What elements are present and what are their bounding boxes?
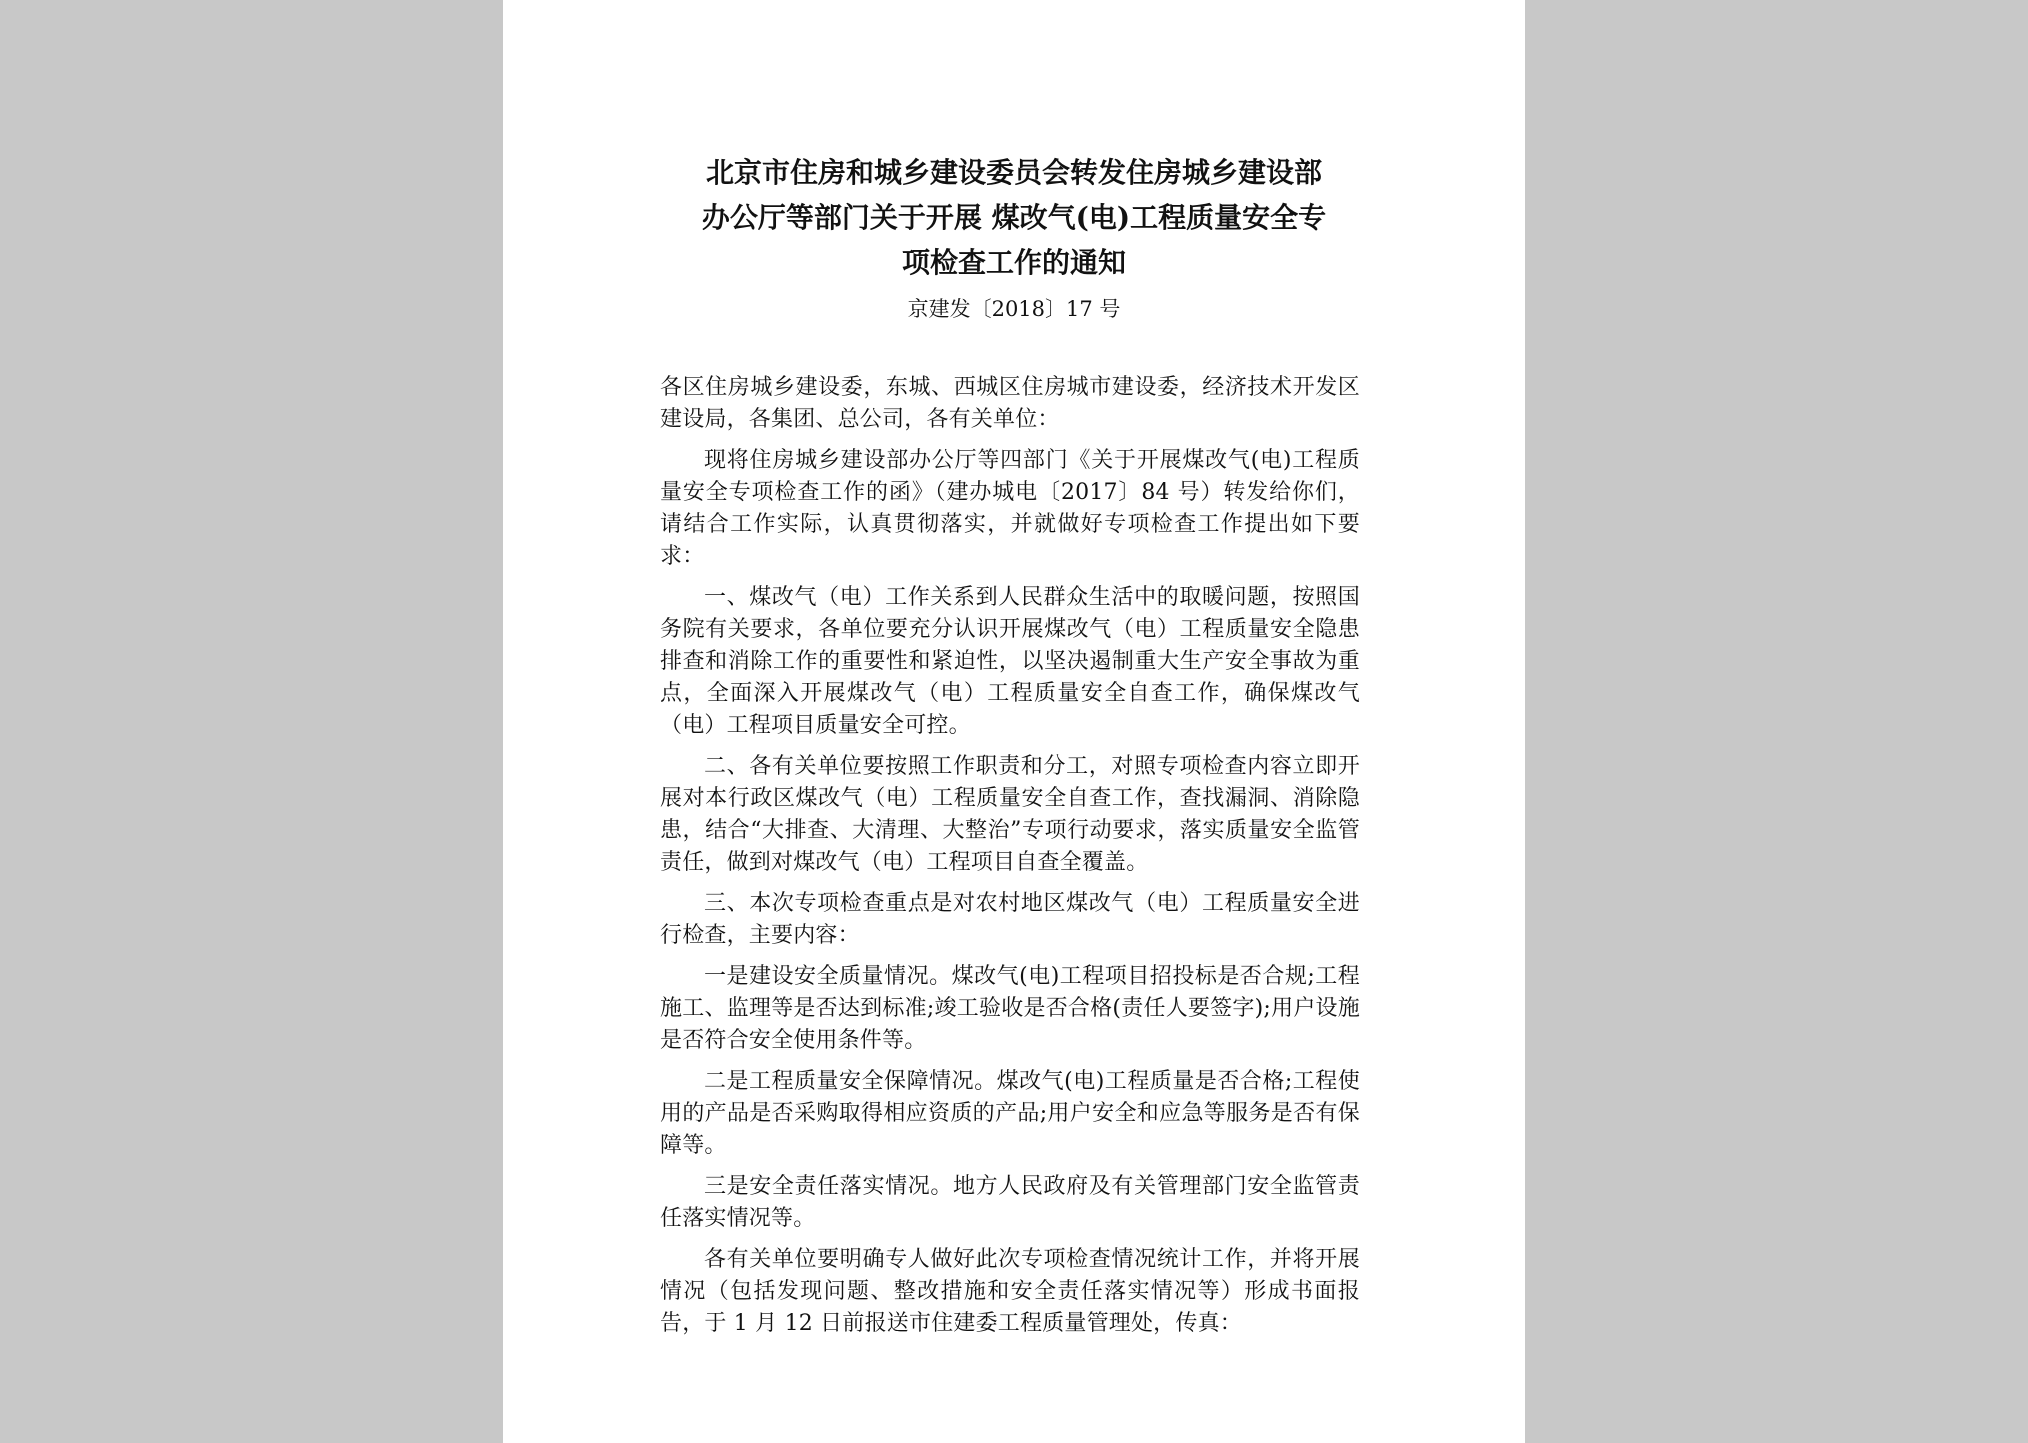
document-body (660, 372, 1360, 1349)
salutation-paragraph: 各区住房城乡建设委，东城、西城区住房城市建设委，经济技术开发区建设局，各集团、总公司，各有关单位： (660, 375, 1360, 432)
document-page (503, 0, 1525, 1443)
body-paragraph: 现将住房城乡建设部办公厅等四部门《关于开展煤改气(电)工程质量安全专项检查工作的函》（建办城电〔2017〕84 号）转发给你们，请结合工作实际，认真贯彻落实，并就做好专项检查工作提出如下要求： (660, 448, 1360, 569)
title-line: 办公厅等部门关于开展 煤改气(电)工程质量安全专 (701, 201, 1327, 234)
body-paragraph: 二、各有关单位要按照工作职责和分工，对照专项检查内容立即开展对本行政区煤改气（电）工程质量安全自查工作，查找漏洞、消除隐患，结合“大排查、大清理、大整治”专项行动要求，落实质量安全监管责任，做到对煤改气（电）工程项目自查全覆盖。 (660, 754, 1360, 875)
title-line: 项检查工作的通知 (901, 246, 1126, 279)
document-title (503, 150, 1525, 285)
body-paragraph: 三是安全责任落实情况。地方人民政府及有关管理部门安全监管责任落实情况等。 (660, 1174, 1360, 1231)
document-number: 京建发〔2018〕17 号 (907, 297, 1121, 321)
body-paragraph: 一、煤改气（电）工作关系到人民群众生活中的取暖问题，按照国务院有关要求，各单位要充分认识开展煤改气（电）工程质量安全隐患排查和消除工作的重要性和紧迫性，以坚决遏制重大生产安全事故为重点，全面深入开展煤改气（电）工程质量安全自查工作，确保煤改气（电）工程项目质量安全可控。 (660, 585, 1360, 738)
body-paragraph: 一是建设安全质量情况。煤改气(电)工程项目招投标是否合规;工程施工、监理等是否达到标准;竣工验收是否合格(责任人要签字);用户设施是否符合安全使用条件等。 (660, 964, 1360, 1053)
body-paragraph: 各有关单位要明确专人做好此次专项检查情况统计工作，并将开展情况（包括发现问题、整改措施和安全责任落实情况等）形成书面报告，于 1 月 12 日前报送市住建委工程质量管理处，传真： (660, 1247, 1360, 1336)
body-paragraph: 三、本次专项检查重点是对农村地区煤改气（电）工程质量安全进行检查，主要内容： (660, 891, 1360, 948)
title-line: 北京市住房和城乡建设委员会转发住房城乡建设部 (705, 156, 1322, 189)
body-paragraph: 二是工程质量安全保障情况。煤改气(电)工程质量是否合格;工程使用的产品是否采购取得相应资质的产品;用户安全和应急等服务是否有保障等。 (660, 1069, 1360, 1158)
